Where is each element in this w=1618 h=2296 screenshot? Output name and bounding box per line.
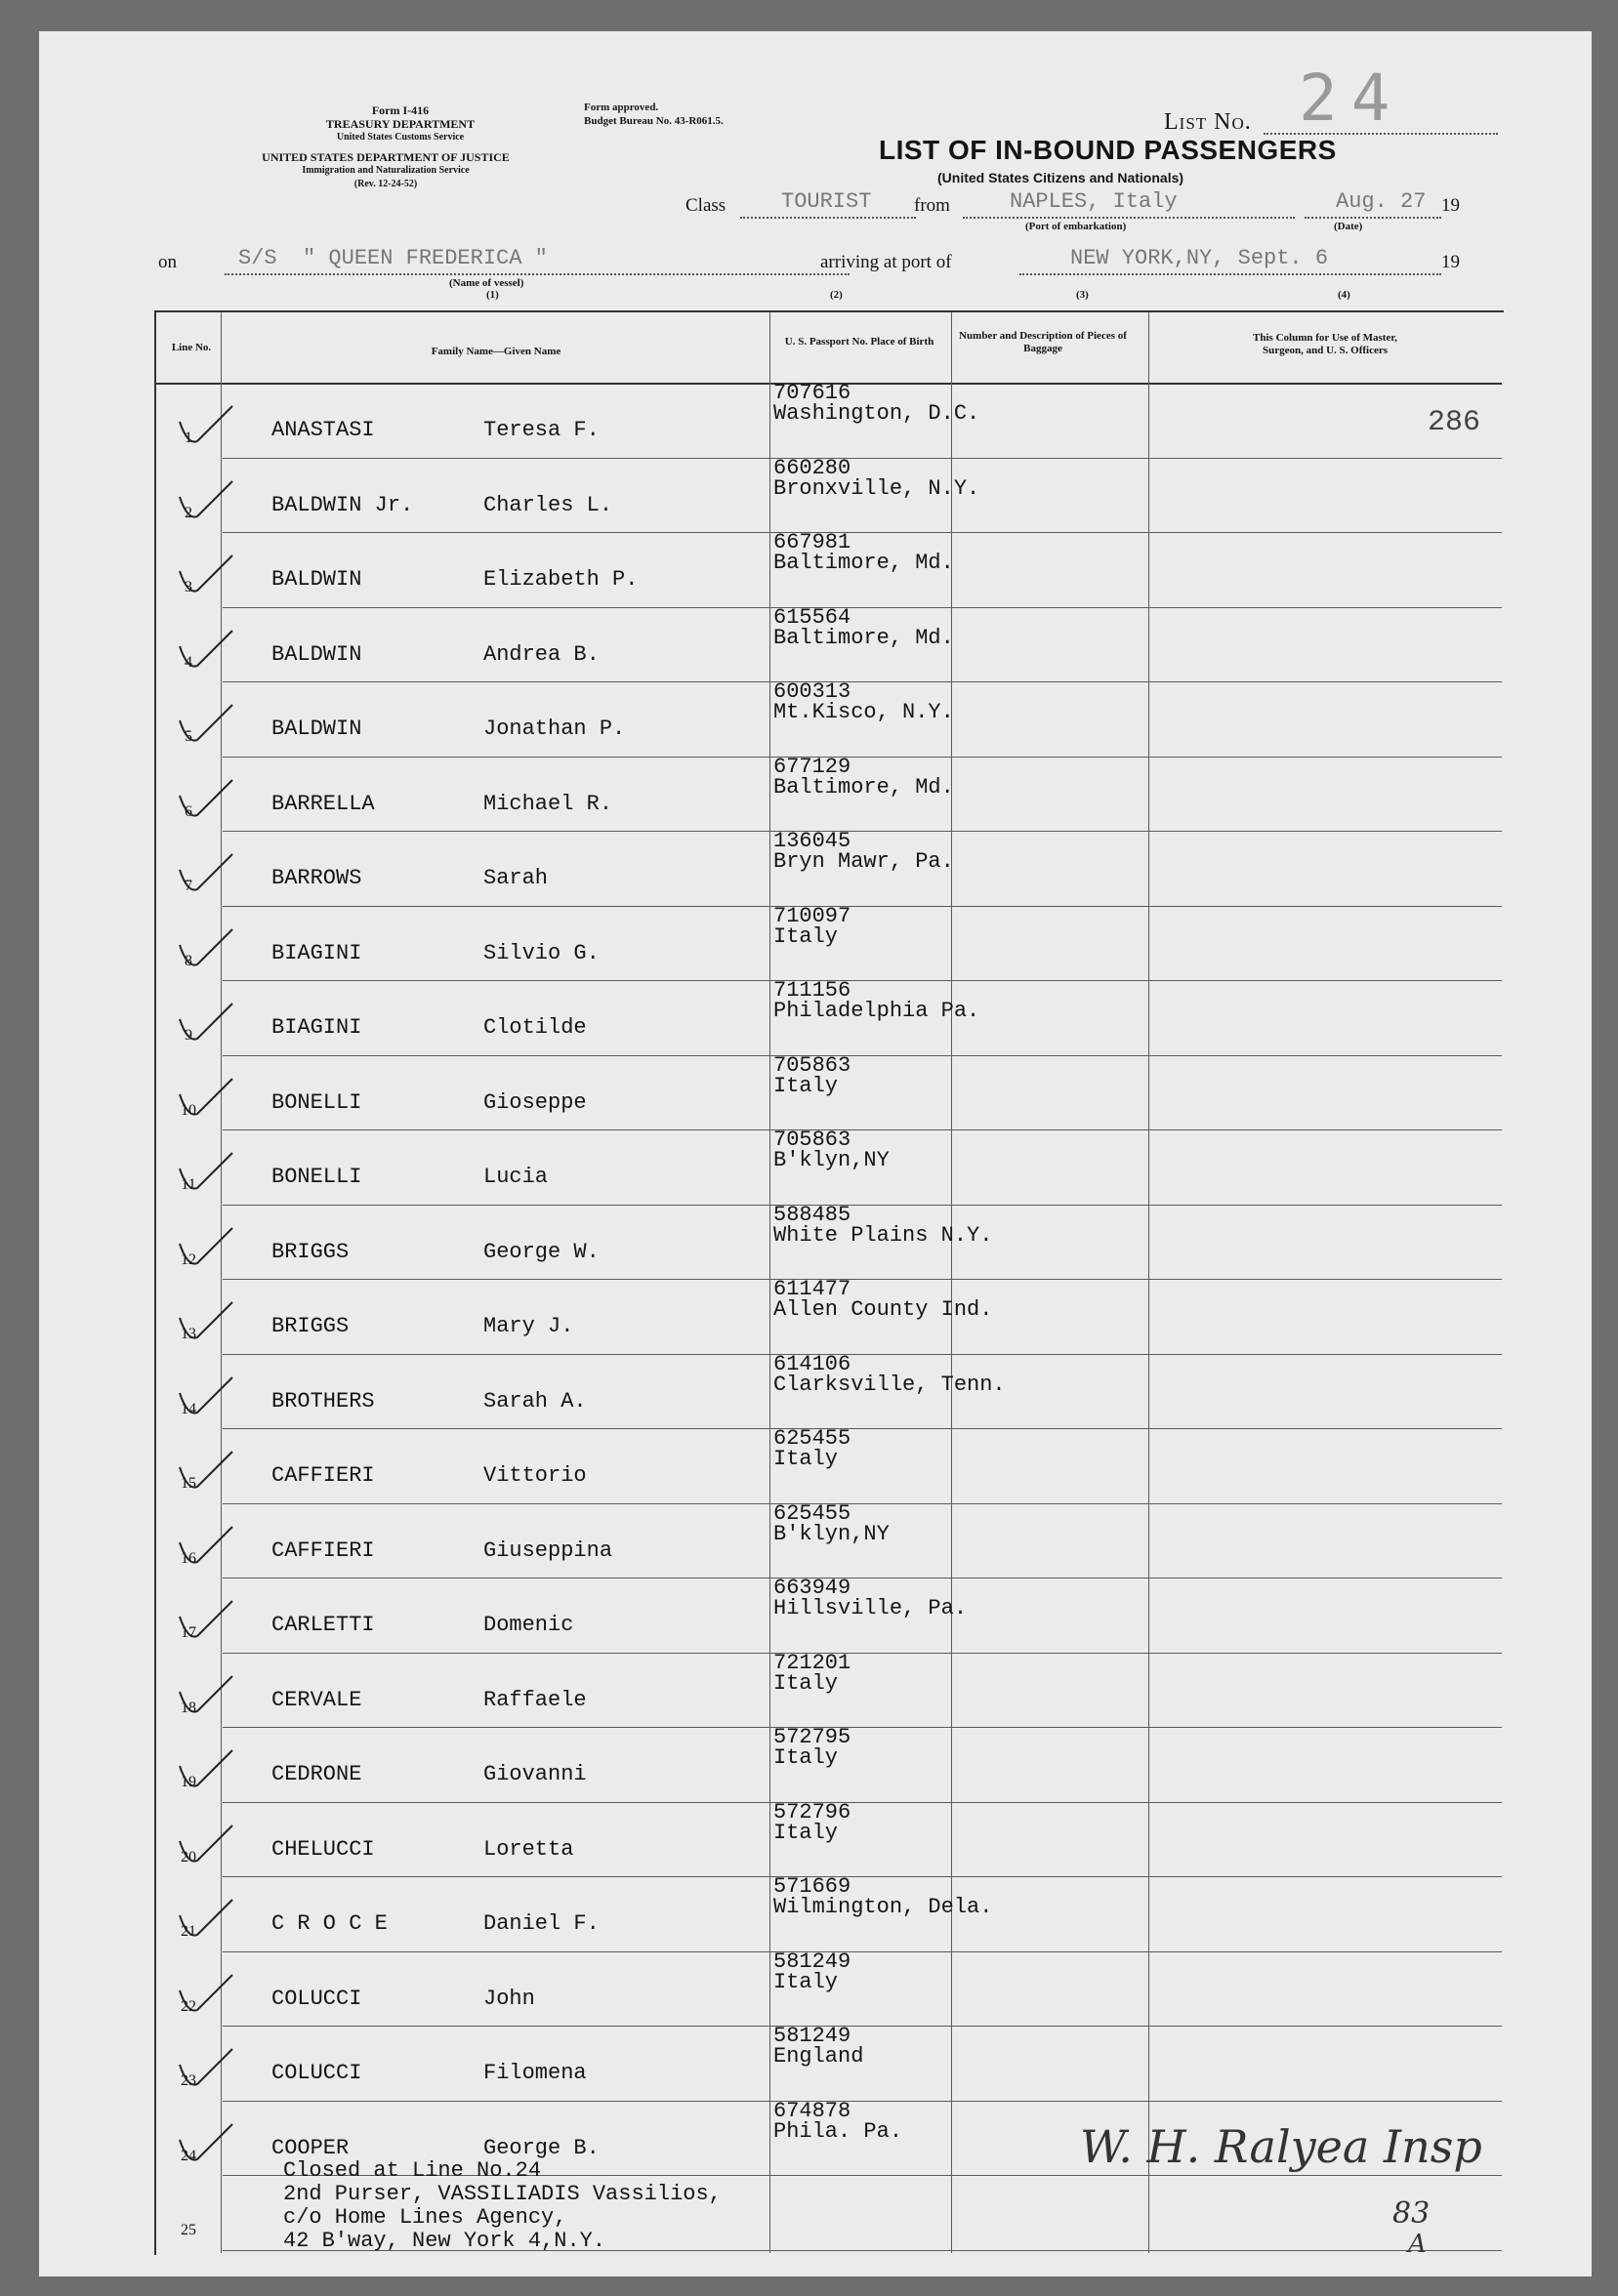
given-name: Charles L. [483,492,613,517]
family-name: BRIGGS [271,1239,350,1264]
footer-closed-line: Closed at Line No.24 [283,2158,542,2183]
place-of-birth: Italy [773,1447,839,1471]
table-row [39,1727,1592,1801]
line-number: 4 [185,653,192,671]
given-name: Silvio G. [483,940,600,965]
place-of-birth: Italy [773,1073,839,1098]
caption-2: (2) [830,289,843,301]
place-of-birth: Hillsville, Pa. [773,1596,968,1620]
line-number: 10 [181,1101,196,1119]
table-row [39,1052,1592,1129]
arrival-value: NEW YORK,NY, Sept. 6 [1070,246,1329,270]
family-name: COOPER [271,2135,350,2160]
date-value: Aug. 27 [1336,189,1427,214]
place-of-birth: Italy [773,1969,839,1994]
passport-number: 572796 [773,1799,851,1824]
place-of-birth: Mt.Kisco, N.Y. [773,700,954,724]
line-number: 1 [185,430,192,446]
vessel-value: S/S " QUEEN FREDERICA " [238,246,548,270]
line-number: 19 [181,1774,196,1790]
passport-number: 581249 [773,2024,851,2048]
given-name: Teresa F. [483,418,600,442]
line-number: 22 [181,1997,196,2015]
given-name: Filomena [483,2061,587,2085]
budget-bureau: Budget Bureau No. 43-R061.5. [584,115,724,127]
line-number: 6 [185,802,192,820]
place-of-birth: B'klyn,NY [773,1148,890,1172]
place-of-birth: Italy [773,1670,839,1696]
col-header-passport: U. S. Passport No. Place of Birth [784,336,934,348]
table-row [39,980,1592,1054]
date-caption: (Date) [1334,221,1363,232]
given-name: Vittorio [483,1463,587,1488]
place-of-birth: England [773,2044,864,2069]
embark-caption: (Port of embarkation) [1025,221,1127,232]
place-of-birth: Italy [773,1820,839,1845]
place-of-birth: Italy [773,923,839,949]
line-number: 12 [181,1250,196,1268]
caption-3: (3) [1076,289,1089,301]
table-row [39,2026,1592,2100]
class-value: TOURIST [781,189,872,214]
family-name: ANASTASI [271,418,375,442]
place-of-birth: Baltimore, Md. [773,625,954,650]
table-row [39,1500,1592,1578]
family-name: CHELUCCI [271,1836,375,1862]
col-header-name: Family Name—Given Name [431,346,561,357]
form-approved: Form approved. [584,102,659,113]
vessel-caption: (Name of vessel) [449,277,524,289]
passport-number: 707616 [773,381,851,405]
line-number: 7 [185,878,192,894]
family-name: BALDWIN [271,567,362,592]
passport-number: 600313 [773,679,851,704]
table-row [39,1129,1592,1204]
family-name: CARLETTI [271,1613,375,1637]
line-number: 8 [185,952,192,969]
vessel-field [225,244,850,275]
passport-number: 711156 [773,978,851,1003]
given-name: Daniel F. [483,1911,600,1936]
place-of-birth: Washington, D.C. [773,401,980,426]
revision: (Rev. 12-24-52) [353,179,418,189]
table-row [39,532,1592,606]
from-field [963,191,1295,219]
passport-number: 667981 [773,530,851,554]
passport-number: 705863 [773,1052,851,1078]
place-of-birth: Clarksville, Tenn. [773,1372,1006,1397]
given-name: Lucia [483,1165,549,1189]
col-header-line: Line No. [171,342,212,353]
passport-number: 674878 [773,2098,851,2123]
passport-number: 625455 [773,1500,851,1526]
family-name: BARROWS [271,866,362,890]
table-row [39,1202,1592,1279]
arrival-field [1019,244,1441,275]
line-number: 20 [181,1848,196,1866]
family-name: C R O C E [271,1911,388,1936]
place-of-birth: Phila. Pa. [773,2118,903,2144]
line-number: 18 [181,1699,196,1716]
given-name: Mary J. [483,1314,574,1338]
line-number: 2 [185,504,192,521]
place-of-birth: White Plains N.Y. [773,1222,993,1248]
passport-number: 705863 [773,1128,851,1152]
given-name: Raffaele [483,1687,587,1712]
table-row [39,754,1592,831]
passport-number: 625455 [773,1426,851,1451]
col-header-officers: This Column for Use of Master, Surgeon, and U. S. Officers [1253,332,1397,356]
line-number: 11 [181,1176,196,1193]
given-name: Sarah A. [483,1388,587,1414]
given-name: Clotilde [483,1015,587,1040]
list-no-number: 24 [1299,61,1404,136]
ins-service: Immigration and Naturalization Service [302,165,470,176]
page-subtitle: (United States Citizens and Nationals) [937,170,1184,185]
given-name: Elizabeth P. [483,567,639,592]
line-number: 14 [181,1400,196,1417]
family-name: BALDWIN Jr. [271,492,414,517]
class-field [740,191,916,219]
table-row [39,831,1592,905]
place-of-birth: Philadelphia Pa. [773,999,980,1023]
table-row [39,604,1592,681]
given-name: Andrea B. [483,641,600,667]
caption-1: (1) [486,289,499,301]
from-value: NAPLES, Italy [1010,189,1178,214]
family-name: COLUCCI [271,1986,362,2011]
family-name: CERVALE [271,1687,362,1712]
line-number: 16 [181,1549,196,1567]
passport-number: 615564 [773,604,851,630]
footer-purser: 2nd Purser, VASSILIADIS Vassilios, [283,2182,722,2206]
family-name: CEDRONE [271,1762,362,1786]
given-name: Domenic [483,1613,574,1637]
customs-service: United States Customs Service [336,132,465,143]
list-no-value [1264,61,1498,136]
line-number: 3 [185,579,192,595]
list-no-label: List No. [1164,109,1252,135]
place-of-birth: Bryn Mawr, Pa. [773,849,954,874]
table-row [39,1948,1592,2026]
given-name: Michael R. [483,791,613,816]
place-of-birth: Allen County Ind. [773,1297,993,1322]
passport-number: 571669 [773,1874,851,1899]
date-year-prefix: 19 [1441,195,1460,216]
table-row [39,1351,1592,1428]
passport-number: 710097 [773,903,851,928]
family-name: BONELLI [271,1165,362,1189]
passport-number: 721201 [773,1650,851,1675]
line-number: 25 [181,2222,196,2238]
place-of-birth: Bronxville, N.Y. [773,475,980,501]
footer-address: 42 B'way, New York 4,N.Y. [283,2229,606,2253]
passport-number: 611477 [773,1277,851,1301]
passport-number: 572795 [773,1725,851,1749]
passport-number: 663949 [773,1576,851,1600]
from-label: from [914,195,950,216]
table-row [39,1279,1592,1353]
table-row [39,1578,1592,1652]
family-name: CAFFIERI [271,1463,375,1488]
table-row [39,1876,1592,1950]
table-row [39,383,1592,457]
given-name: George B. [483,2135,600,2160]
signature-note: 83 [1392,2196,1431,2231]
passport-number: 660280 [773,455,851,480]
table-row [39,455,1592,532]
caption-4: (4) [1338,289,1350,301]
on-label: on [158,252,177,272]
place-of-birth: Baltimore, Md. [773,774,954,800]
signature-note-2: A [1408,2230,1427,2259]
date-field [1305,191,1441,219]
passport-number: 136045 [773,829,851,853]
place-of-birth: Baltimore, Md. [773,551,954,575]
passport-number: 588485 [773,1202,851,1227]
family-name: BIAGINI [271,940,362,965]
line-number: 13 [181,1326,196,1342]
line-number: 5 [185,728,192,745]
family-name: BALDWIN [271,641,362,667]
arriving-label: arriving at port of [820,252,952,272]
given-name: George W. [483,1239,600,1264]
place-of-birth: B'klyn,NY [773,1521,890,1546]
table-row [39,681,1592,756]
class-label: Class [685,195,726,216]
footer-agency: c/o Home Lines Agency, [283,2205,567,2230]
table-row [39,1799,1592,1876]
line-number: 21 [181,1923,196,1940]
given-name: Giovanni [483,1762,587,1786]
form-number: Form I-416 [371,103,430,117]
justice-dept: UNITED STATES DEPARTMENT OF JUSTICE [262,150,510,164]
line-number: 24 [181,2147,196,2164]
passport-number: 677129 [773,754,851,779]
line-number: 15 [181,1475,196,1492]
line-number: 23 [181,2072,196,2089]
given-name: Sarah [483,866,549,890]
margin-note: 286 [1428,406,1481,439]
table-row [39,1428,1592,1502]
table-row [39,1650,1592,1727]
given-name: Jonathan P. [483,717,626,741]
given-name: Giuseppina [483,1538,613,1563]
col-header-baggage: Number and Description of Pieces of Baggage [959,330,1127,354]
place-of-birth: Italy [773,1745,839,1770]
family-name: BALDWIN [271,717,362,741]
place-of-birth: Wilmington, Dela. [773,1895,993,1919]
table-row [39,903,1592,980]
family-name: BROTHERS [271,1388,375,1414]
table-row [39,2175,1592,2249]
family-name: BIAGINI [271,1015,362,1040]
family-name: BARRELLA [271,791,375,816]
family-name: COLUCCI [271,2061,362,2085]
family-name: BRIGGS [271,1314,350,1338]
document-page [39,31,1592,2276]
line-number: 9 [185,1027,192,1044]
given-name: John [483,1986,535,2011]
page-title: LIST OF IN-BOUND PASSENGERS [879,135,1337,165]
given-name: Gioseppe [483,1089,587,1115]
arrival-year-prefix: 19 [1441,252,1460,272]
passport-number: 581249 [773,1948,851,1974]
given-name: Loretta [483,1836,574,1862]
treasury-dept: TREASURY DEPARTMENT [325,117,476,131]
inspector-signature: W. H. Ralyea Insp [1080,2120,1482,2173]
family-name: CAFFIERI [271,1538,375,1563]
family-name: BONELLI [271,1089,362,1115]
passport-number: 614106 [773,1351,851,1376]
line-number: 17 [181,1624,196,1641]
